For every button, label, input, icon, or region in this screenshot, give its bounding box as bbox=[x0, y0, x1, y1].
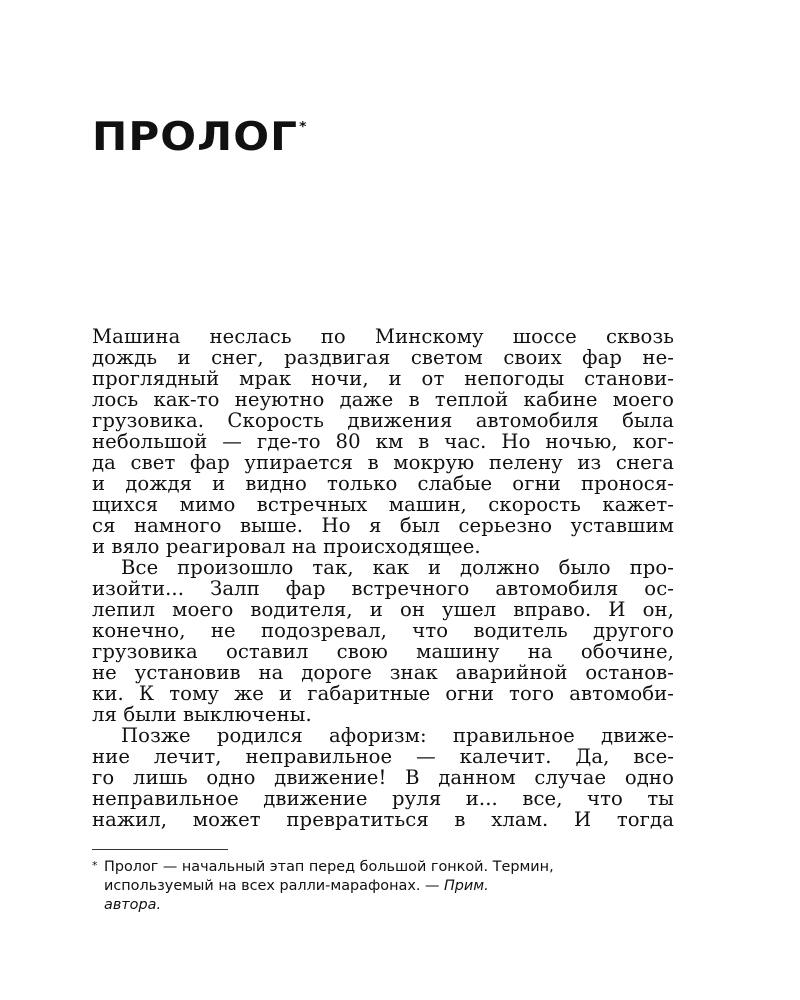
text-line: да свет фар упирается в мокрую пелену из снега bbox=[92, 451, 674, 474]
text-line: дождь и снег, раздвигая светом своих фар не- bbox=[92, 346, 674, 369]
footnote-line-text: используемый на всех ралли-марафонах. — bbox=[104, 878, 444, 894]
text-line: го лишь одно движение! В данном случае одно bbox=[92, 766, 674, 789]
paragraph-1 bbox=[92, 326, 674, 557]
footnote-divider bbox=[92, 849, 228, 850]
chapter-title bbox=[92, 115, 308, 160]
body-text bbox=[92, 326, 674, 830]
footnote-marker: * bbox=[299, 120, 308, 135]
text-line: и дождя и видно только слабые огни пронося- bbox=[92, 472, 674, 495]
footnote-author-label: автора. bbox=[104, 897, 162, 913]
paragraph-3 bbox=[92, 725, 674, 830]
text-line: грузовика оставил свою машину на обочине, bbox=[92, 640, 674, 663]
text-line: ние лечит, неправильное — калечит. Да, все- bbox=[92, 745, 674, 768]
text-line: ся намного выше. Но я был серьезно уставшим bbox=[92, 514, 674, 537]
text-line: щихся мимо встречных машин, скорость кажет- bbox=[92, 493, 674, 516]
footnote-line bbox=[92, 877, 682, 896]
text-line: проглядный мрак ночи, и от непогоды станови- bbox=[92, 367, 674, 390]
footnote bbox=[92, 858, 682, 915]
text-line: неправильное движение руля и... все, что ты bbox=[92, 787, 674, 810]
text-line: Все произошло так, как и должно было про- bbox=[121, 556, 674, 579]
text-line: ки. К тому же и габаритные огни того автомоби- bbox=[92, 682, 674, 705]
text-line: изойти... Залп фар встречного автомобиля ос- bbox=[92, 577, 674, 600]
footnote-line: Пролог — начальный этап перед большой гонкой. Термин, bbox=[104, 859, 554, 875]
text-line: конечно, не подозревал, что водитель другого bbox=[92, 619, 674, 642]
text-line: нажил, может превратиться в хлам. И тогда bbox=[92, 808, 674, 831]
text-line: Позже родился афоризм: правильное движе- bbox=[121, 724, 674, 747]
chapter-title-text: ПРОЛОГ bbox=[92, 115, 299, 160]
text-line: ля были выключены. bbox=[92, 703, 312, 726]
text-line: грузовика. Скорость движения автомобиля была bbox=[92, 409, 674, 432]
text-line: и вяло реагировал на происходящее. bbox=[92, 535, 481, 558]
text-line: лепил моего водителя, и он ушел вправо. И он, bbox=[92, 598, 674, 621]
text-line: лось как-то неуютно даже в теплой кабине моего bbox=[92, 388, 674, 411]
footnote-star: * bbox=[92, 859, 98, 872]
footnote-note-label: Прим. bbox=[443, 878, 489, 894]
text-line: Машина неслась по Минскому шоссе сквозь bbox=[92, 325, 674, 348]
text-line: небольшой — где-то 80 км в час. Но ночью, ког- bbox=[92, 430, 674, 453]
text-line: не установив на дороге знак аварийной останов- bbox=[92, 661, 674, 684]
footnote-line bbox=[92, 896, 682, 915]
paragraph-2 bbox=[92, 557, 674, 725]
